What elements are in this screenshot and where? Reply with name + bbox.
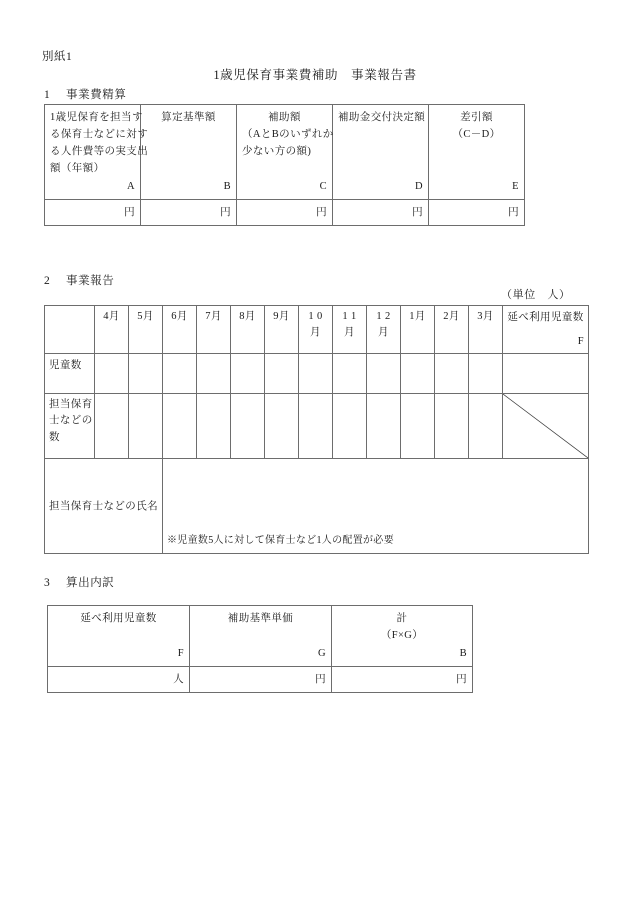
- table-row-header: [45, 306, 589, 354]
- staff-cell-6[interactable]: [163, 394, 197, 459]
- month-header-6: [163, 306, 197, 354]
- column-tag-b: B: [459, 648, 467, 659]
- settlement-header-cell-b: [141, 105, 237, 200]
- section-number-3: 3: [44, 577, 51, 589]
- month-line1: 7月: [205, 311, 222, 322]
- staff-cell-5[interactable]: [129, 394, 163, 459]
- table-row-entry: [48, 667, 473, 693]
- month-header-5: [129, 306, 163, 354]
- month-line1: 9月: [273, 311, 290, 322]
- settlement-entry-cell-b[interactable]: 円: [141, 200, 237, 226]
- label-line: 数: [49, 431, 60, 443]
- month-line1: 2月: [443, 311, 460, 322]
- calc-header-cell-f: [48, 606, 190, 667]
- total-header-tag: F: [577, 336, 584, 347]
- staff-names-label: 担当保育士などの氏名: [49, 500, 158, 512]
- children-cell-12[interactable]: [367, 354, 401, 394]
- cell-line: 補助基準単価: [227, 613, 294, 624]
- month-line2: 月: [344, 326, 355, 338]
- month-line1: 1月: [409, 311, 426, 322]
- column-tag-b: B: [223, 181, 231, 192]
- unit-note: （単位 人）: [501, 289, 571, 301]
- section-number-2: 2: [44, 275, 51, 287]
- cell-line: 計: [396, 613, 408, 624]
- month-header-8: [231, 306, 265, 354]
- staff-cell-10[interactable]: [299, 394, 333, 459]
- month-line1: 8月: [239, 311, 256, 322]
- calculation-table: [47, 605, 473, 693]
- staff-cell-4[interactable]: [95, 394, 129, 459]
- staff-cell-12[interactable]: [367, 394, 401, 459]
- calc-entry-cell-g[interactable]: 円: [190, 667, 332, 693]
- row-label-staff-names: [45, 459, 163, 554]
- children-cell-4[interactable]: [95, 354, 129, 394]
- month-line1: 4月: [103, 311, 120, 322]
- month-header-1: [401, 306, 435, 354]
- calc-header-cell-g: [190, 606, 332, 667]
- total-header-label: 延べ利用児童数: [507, 312, 584, 323]
- cell-line: 差引額: [460, 112, 493, 123]
- month-header-9: [265, 306, 299, 354]
- row-label-staff: [45, 394, 95, 459]
- column-tag-g: G: [318, 648, 326, 659]
- staff-cell-8[interactable]: [231, 394, 265, 459]
- total-header-cell: [503, 306, 589, 354]
- staff-names-entry-area[interactable]: [163, 459, 589, 554]
- section-title-1: 事業費精算: [66, 89, 127, 101]
- table-row-header: [45, 105, 525, 200]
- cell-line: 額（年額）: [50, 163, 105, 174]
- calc-entry-cell-b[interactable]: 円: [332, 667, 473, 693]
- cell-line: 補助額: [268, 112, 301, 123]
- cell-line: 延べ利用児童数: [80, 613, 157, 624]
- children-total-cell[interactable]: [503, 354, 589, 394]
- settlement-entry-cell-c[interactable]: 円: [237, 200, 333, 226]
- month-line1: 5月: [137, 311, 154, 322]
- settlement-entry-cell-e[interactable]: 円: [429, 200, 525, 226]
- month-header-4: [95, 306, 129, 354]
- label-line: 担当保育: [49, 399, 93, 410]
- month-header-3: [469, 306, 503, 354]
- calc-entry-cell-f[interactable]: 人: [48, 667, 190, 693]
- column-tag-f: F: [177, 648, 184, 659]
- children-cell-9[interactable]: [265, 354, 299, 394]
- cell-line: る人件費等の実支出: [50, 146, 149, 157]
- month-header-2: [435, 306, 469, 354]
- settlement-header-cell-c: [237, 105, 333, 200]
- diagonal-strike-icon: [503, 394, 588, 458]
- children-cell-10[interactable]: [299, 354, 333, 394]
- month-line1: 6月: [171, 311, 188, 322]
- settlement-entry-cell-d[interactable]: 円: [333, 200, 429, 226]
- month-line2: 月: [310, 326, 321, 338]
- table-row-staff-names: [45, 459, 589, 554]
- settlement-header-cell-a: [45, 105, 149, 200]
- cell-line: 少ない方の額): [242, 146, 312, 157]
- children-cell-6[interactable]: [163, 354, 197, 394]
- settlement-header-cell-e: [429, 105, 525, 200]
- children-cell-5[interactable]: [129, 354, 163, 394]
- staff-cell-9[interactable]: [265, 394, 299, 459]
- table-row-children-count: [45, 354, 589, 394]
- children-cell-1[interactable]: [401, 354, 435, 394]
- month-line2: 月: [378, 326, 389, 338]
- report-table: [44, 305, 589, 554]
- column-tag-e: E: [512, 181, 519, 192]
- children-cell-2[interactable]: [435, 354, 469, 394]
- children-cell-3[interactable]: [469, 354, 503, 394]
- cell-line: 補助金交付決定額: [338, 112, 426, 123]
- staff-cell-2[interactable]: [435, 394, 469, 459]
- cell-line: （F×G）: [380, 630, 424, 641]
- label-line: 士などの: [49, 415, 93, 427]
- row-label-children: 児童数: [45, 354, 95, 394]
- cell-line: 1歳児保育を担当す: [50, 112, 143, 123]
- calc-header-cell-b: [332, 606, 473, 667]
- children-cell-7[interactable]: [197, 354, 231, 394]
- staff-cell-11[interactable]: [333, 394, 367, 459]
- cell-line: （AとBのいずれか: [242, 129, 334, 140]
- column-tag-a: A: [127, 181, 135, 192]
- section-heading-2: [44, 272, 114, 288]
- staff-cell-7[interactable]: [197, 394, 231, 459]
- staff-cell-1[interactable]: [401, 394, 435, 459]
- month-line1: 1 1: [342, 311, 357, 322]
- cell-line: る保育士などに対す: [50, 129, 149, 140]
- section-heading-3: [44, 574, 114, 590]
- settlement-table: [44, 104, 525, 226]
- section-title-2: 事業報告: [66, 275, 115, 287]
- children-cell-11[interactable]: [333, 354, 367, 394]
- cell-line: 算定基準額: [161, 112, 216, 123]
- staff-cell-3[interactable]: [469, 394, 503, 459]
- month-line1: 1 2: [376, 311, 391, 322]
- month-line1: 3月: [477, 311, 494, 322]
- column-tag-c: C: [319, 181, 327, 192]
- section-title-3: 算出内訳: [66, 577, 115, 589]
- document-tag: 別紙1: [42, 51, 73, 63]
- section-heading-1: [44, 86, 127, 102]
- cell-line: （C－D）: [452, 129, 501, 140]
- table-row-entry: [45, 200, 525, 226]
- month-line1: 1 0: [308, 311, 323, 322]
- staffing-footnote: ※児童数5人に対して保育士など1人の配置が必要: [167, 534, 394, 546]
- settlement-entry-cell-a[interactable]: 円: [45, 200, 141, 226]
- column-tag-d: D: [415, 181, 423, 192]
- section-number-1: 1: [44, 89, 51, 101]
- month-header-11: [333, 306, 367, 354]
- month-header-7: [197, 306, 231, 354]
- children-cell-8[interactable]: [231, 354, 265, 394]
- table-row-header: [48, 606, 473, 667]
- document-title: 1歳児保育事業費補助 事業報告書: [213, 68, 417, 82]
- settlement-header-cell-d: [333, 105, 429, 200]
- report-corner-cell: [45, 306, 95, 354]
- month-header-10: [299, 306, 333, 354]
- table-row-staff-count: [45, 394, 589, 459]
- month-header-12: [367, 306, 401, 354]
- staff-total-struck-cell: [503, 394, 589, 459]
